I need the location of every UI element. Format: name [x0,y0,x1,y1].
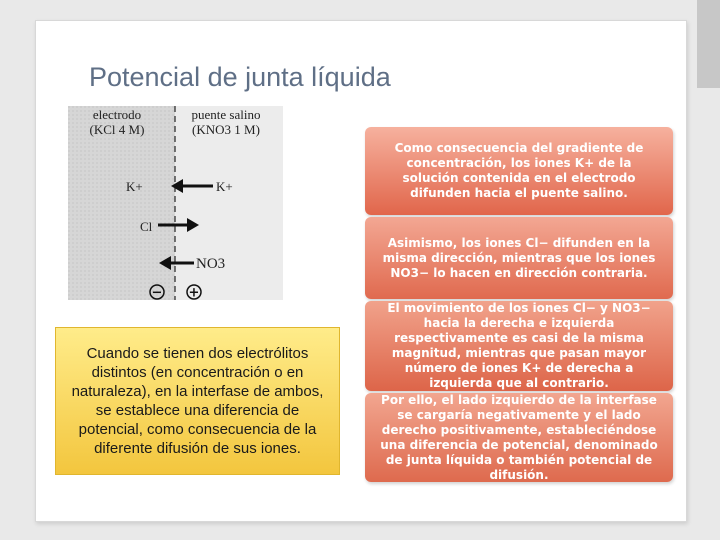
k-ion-right-label: K+ [216,179,233,194]
cl-ion-label: Cl [140,219,153,234]
electrode-concentration: (KCl 4 M) [89,122,145,137]
explanation-text-3: El movimiento de los iones Cl− y NO3− hacia la derecha e izquierda respectivamente es casi de la misma magnitud, mientras que pasan mayor número de iones K+ de derecha a izquierda que al contrario. [387,301,651,390]
plus-sign: + [188,285,200,300]
page-title: Potencial de junta líquida [89,62,391,92]
explanation-text-4: Por ello, el lado izquierdo de la interfase se cargaría negativamente y el lado derecho positivamente, estableciéndose una diferencia de potencial, denominado de junta líquida o también potencial de difusión. [380,392,658,482]
explanation-box-3 [365,301,673,391]
bridge-label: puente salino [191,107,261,122]
explanation-box-2 [365,217,673,299]
corner-decoration [697,0,720,88]
junction-diagram [68,106,283,300]
no3-ion-label: NO3 [196,256,226,272]
explanation-text-2: Asimismo, los iones Cl− difunden en la misma dirección, mientras que los iones NO3− lo hacen en dirección contraria. [382,235,656,280]
explanation-box-1 [365,127,673,215]
summary-box [55,327,340,475]
k-ion-left-label: K+ [126,179,143,194]
summary-text: Cuando se tienen dos electrólitos distintos (en concentración o en naturaleza), en la interfase de ambos, se establece una diferencia de potencial, como consecuencia de la diferente difusión de sus iones. [71,344,324,458]
electrode-label: electrodo [92,107,142,122]
bridge-concentration: (KNO3 1 M) [192,122,260,137]
explanation-box-4 [365,393,673,482]
minus-sign: − [151,285,163,300]
explanation-text-1: Como consecuencia del gradiente de concentración, los iones K+ de la solución contenida en el electrodo difunden hacia el puente salino. [394,141,644,200]
